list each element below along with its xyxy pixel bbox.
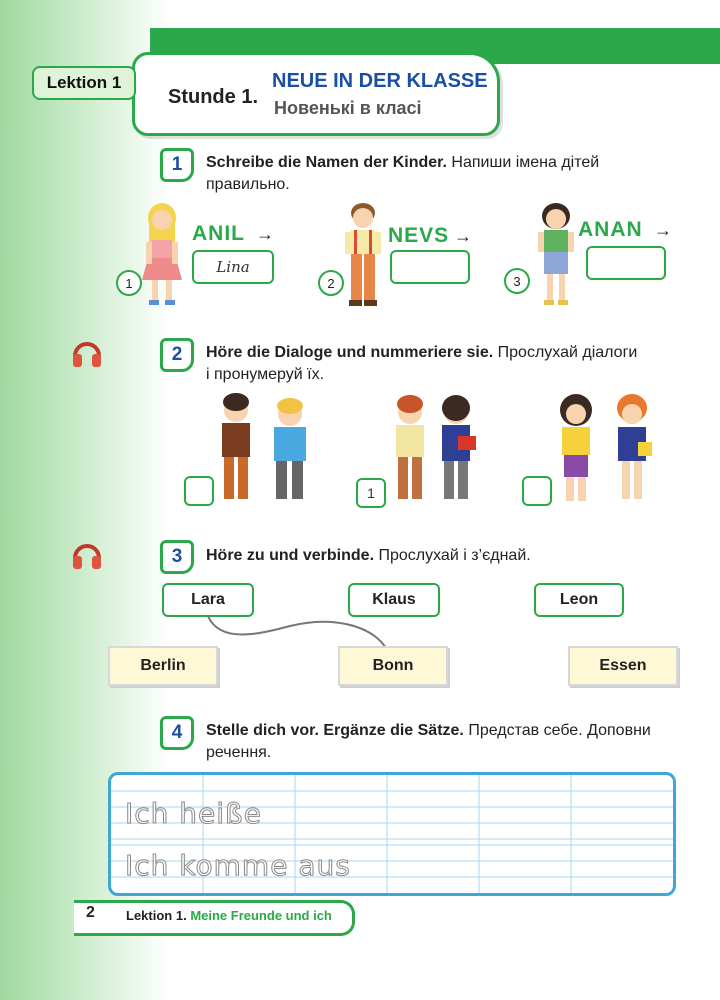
arrow-right-icon: → xyxy=(256,224,274,244)
task-1-answer-2[interactable] xyxy=(390,250,470,284)
footer-lektion: Lektion 1. xyxy=(126,908,187,923)
headphones-icon[interactable] xyxy=(70,538,104,572)
task-3-name-leon[interactable]: Leon xyxy=(534,583,624,617)
girl-3-illustration xyxy=(532,200,580,308)
task-2-number: 2 xyxy=(160,338,194,372)
task-3-instr-ua: Прослухай і з’єднай. xyxy=(378,547,531,564)
task-1-item-1-number: 1 xyxy=(116,270,142,296)
task-2-box-1[interactable] xyxy=(184,476,214,506)
task-4-instr-ua-1: Представ себе. Доповни xyxy=(468,722,651,739)
page-title-ua: Новенькі в класі xyxy=(274,98,422,118)
task-3-name-klaus[interactable]: Klaus xyxy=(348,583,440,617)
boy-2-illustration xyxy=(340,200,386,308)
task-1-answer-1[interactable]: Lina xyxy=(192,250,274,284)
writing-line-2: Ich komme aus xyxy=(125,849,351,882)
headphones-icon[interactable] xyxy=(70,336,104,370)
task-3-instruction xyxy=(206,545,676,567)
task-1-instr-ua-1: Напиши імена дітей xyxy=(451,154,600,171)
task-1-instr-ua-2: правильно. xyxy=(206,176,290,193)
task-1-scrambled-3: ANAN xyxy=(578,218,643,241)
task-1-instruction xyxy=(206,152,676,196)
task-3-city-essen[interactable]: Essen xyxy=(568,646,678,686)
task-1-instr-de: Schreibe die Namen der Kinder. xyxy=(206,154,447,171)
task-2-instr-ua-2: і пронумеруй їх. xyxy=(206,366,325,383)
task-3-name-lara[interactable]: Lara xyxy=(162,583,254,617)
lektion-badge: Lektion 1 xyxy=(32,66,136,100)
footer-title xyxy=(126,908,332,923)
footer-subtitle: Meine Freunde und ich xyxy=(190,908,332,923)
task-1-answer-3[interactable] xyxy=(586,246,666,280)
dialogue-2-illustration xyxy=(384,392,484,508)
task-1-scrambled-1: ANIL xyxy=(192,222,245,245)
task-2-box-3[interactable] xyxy=(522,476,552,506)
dialogue-3-illustration xyxy=(546,392,662,508)
writing-area[interactable] xyxy=(108,772,676,896)
task-2-instr-de: Höre die Dialoge und nummeriere sie. xyxy=(206,344,494,361)
task-1-number: 1 xyxy=(160,148,194,182)
arrow-right-icon: → xyxy=(454,226,472,246)
page-title-de: NEUE IN DER KLASSE xyxy=(272,70,488,92)
task-2-instr-ua-1: Прослухай діалоги xyxy=(497,344,638,361)
task-1-scrambled-2: NEVS xyxy=(388,224,450,247)
dialogue-1-illustration xyxy=(206,390,322,508)
task-3-city-bonn[interactable]: Bonn xyxy=(338,646,448,686)
girl-1-illustration xyxy=(136,200,188,308)
task-4-instr-ua-2: речення. xyxy=(206,744,272,761)
task-2-instruction xyxy=(206,342,676,386)
task-2-box-2[interactable]: 1 xyxy=(356,478,386,508)
page-number: 2 xyxy=(86,904,95,921)
stunde-label: Stunde 1. xyxy=(168,86,259,108)
task-3-city-berlin[interactable]: Berlin xyxy=(108,646,218,686)
task-3-instr-de: Höre zu und verbinde. xyxy=(206,547,375,564)
task-3-number: 3 xyxy=(160,540,194,574)
task-4-instr-de: Stelle dich vor. Ergänze die Sätze. xyxy=(206,722,464,739)
arrow-right-icon: → xyxy=(654,220,672,240)
task-4-instruction xyxy=(206,720,676,764)
writing-line-1: Ich heiße xyxy=(125,797,262,830)
task-1-item-2-number: 2 xyxy=(318,270,344,296)
task-1-item-3-number: 3 xyxy=(504,268,530,294)
task-4-number: 4 xyxy=(160,716,194,750)
